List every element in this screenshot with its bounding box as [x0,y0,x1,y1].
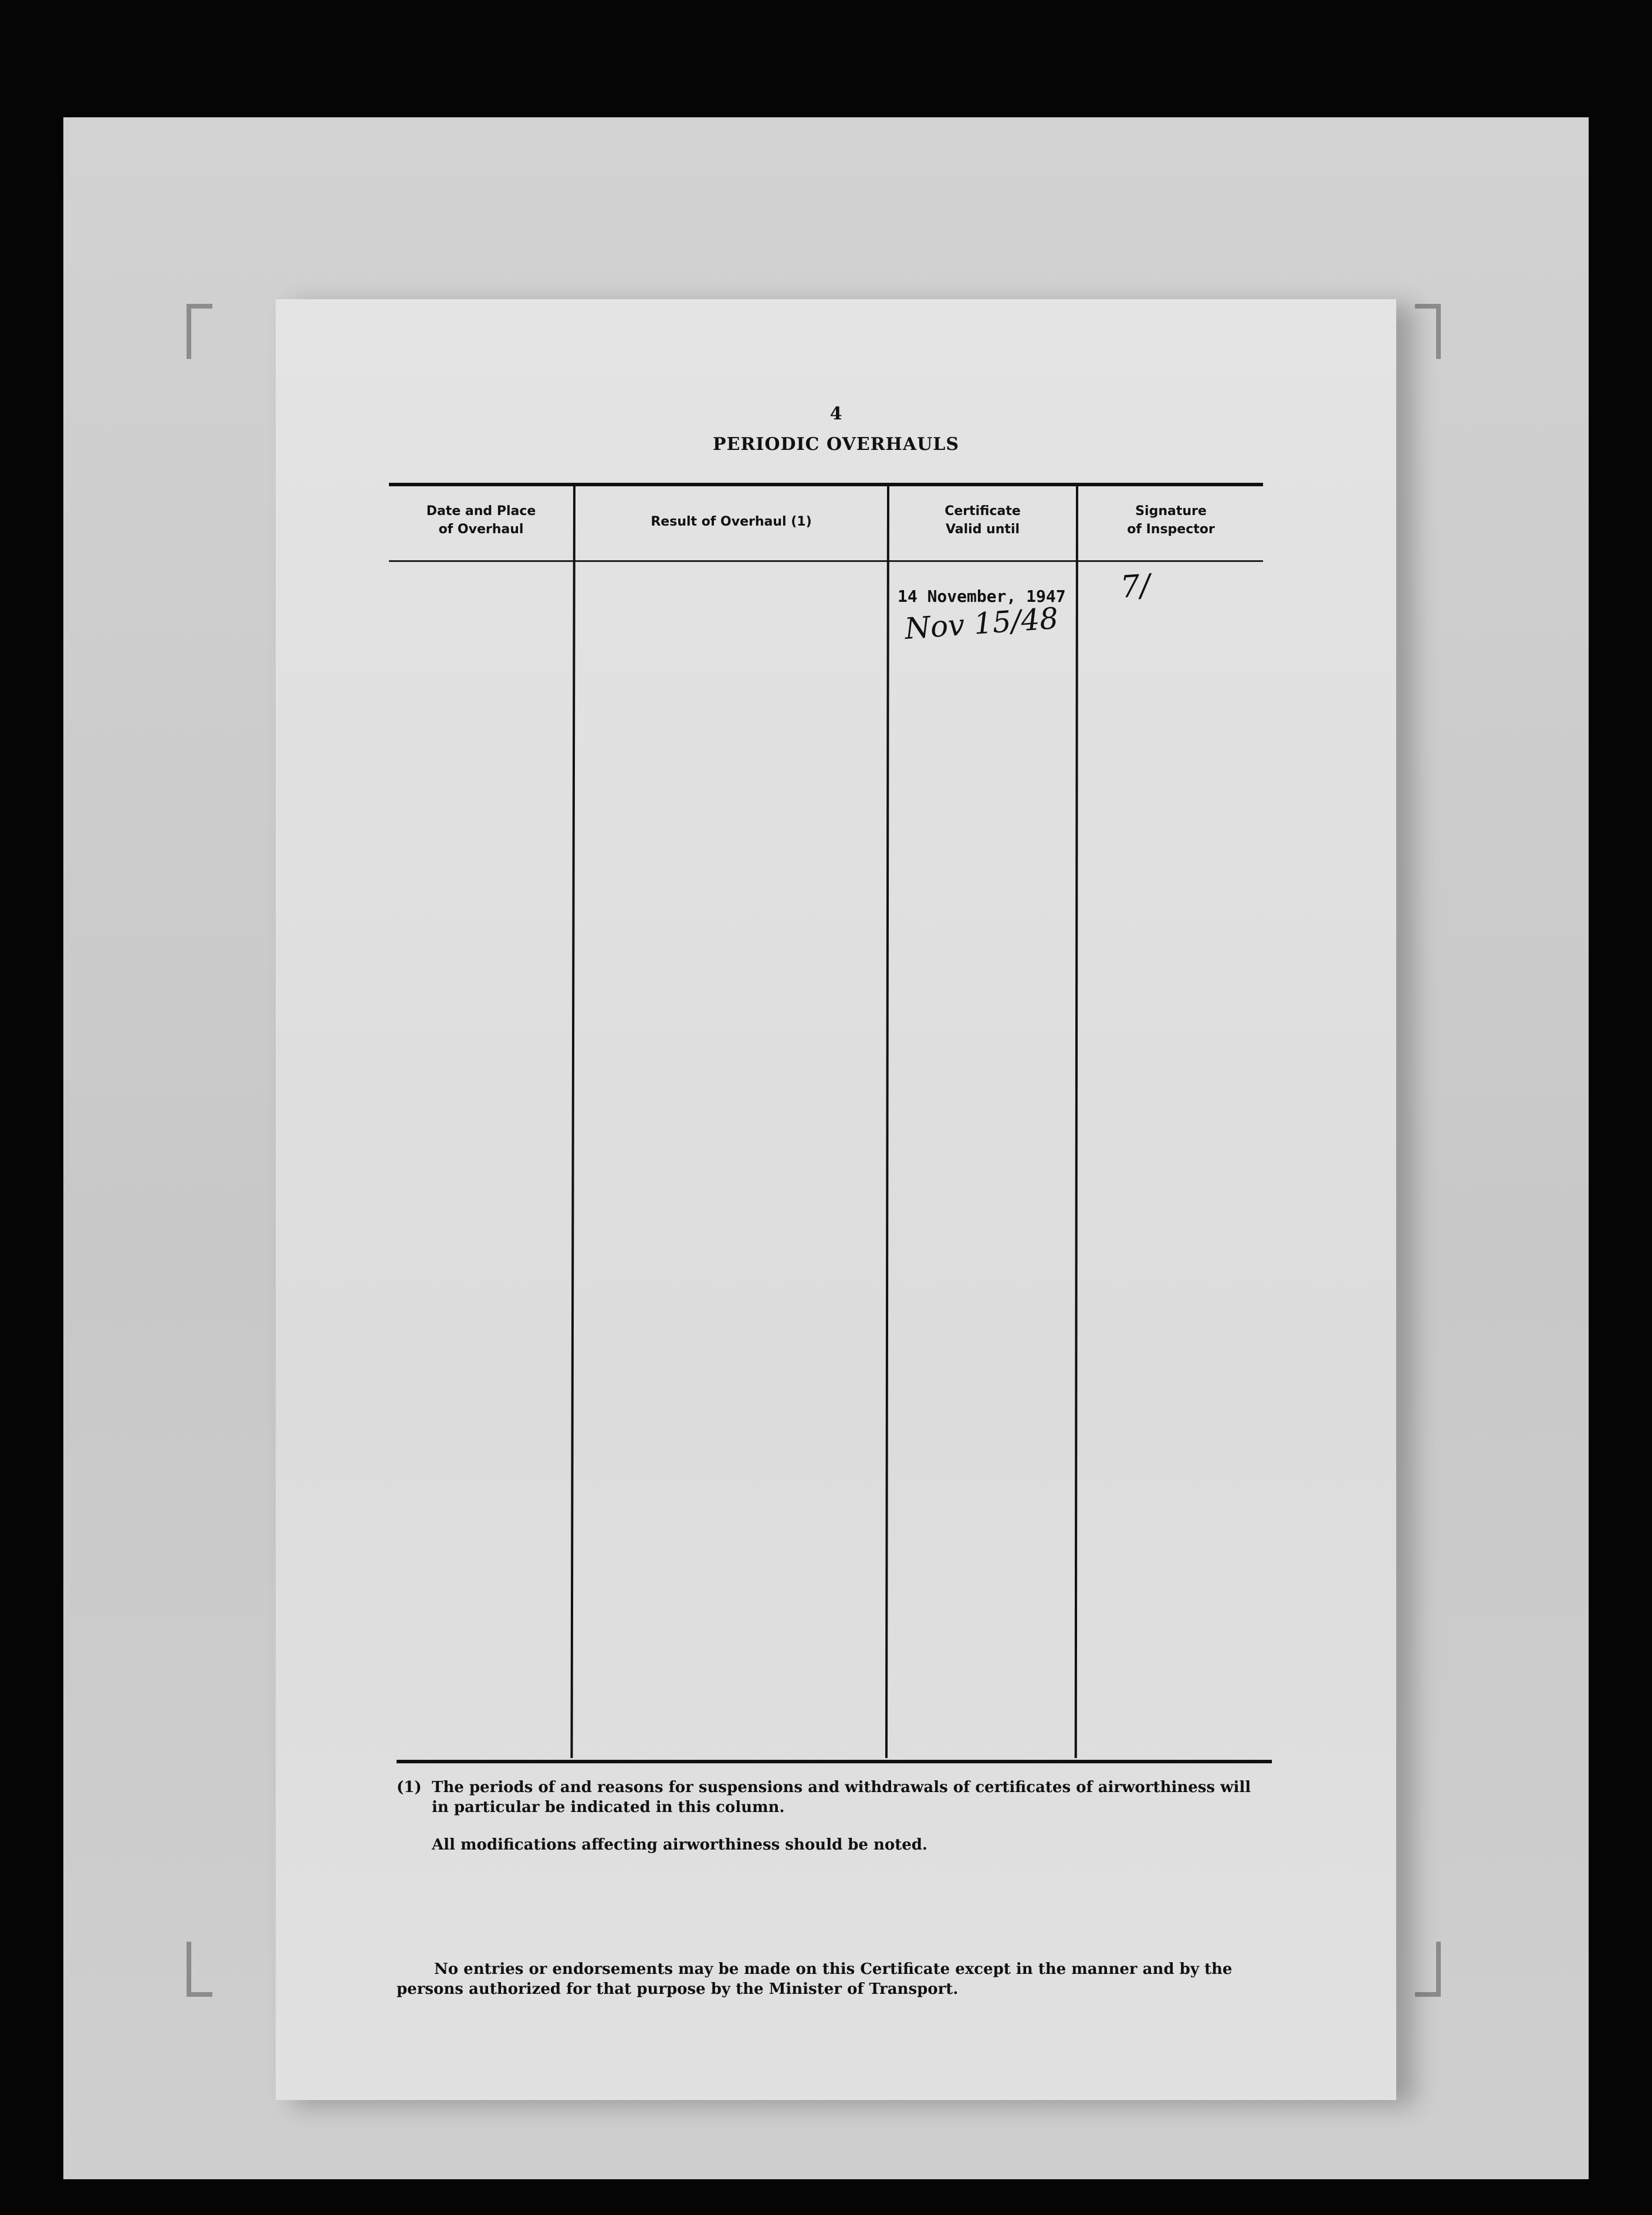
table-header-rule [389,560,1263,562]
footnote-modifications: All modifications affecting airworthiness should be noted. [432,1836,927,1854]
footnote-text: The periods of and reasons for suspensions and withdrawals of certificates of airworthiness will in particular be indicated in this column. [432,1779,1251,1816]
column-header-result: Result of Overhaul (1) [651,514,812,529]
column-divider-2 [885,486,889,1758]
page-title: PERIODIC OVERHAULS [712,434,960,455]
inspector-signature-initials: 7/ [1119,568,1152,605]
crop-mark-top-left [187,304,212,359]
closing-notice: No entries or endorsements may be made on this Certificate except in the manner and by the persons authorized for that purpose by the Minister of Transport. [397,1960,1233,1998]
certificate-valid-until-handwritten: Nov 15/48 [903,601,1059,646]
page-number: 4 [830,404,842,424]
crop-mark-top-right [1415,304,1441,359]
certificate-page [276,299,1396,2100]
column-header-date-place: Date and Place of Overhaul [426,504,536,537]
column-divider-1 [570,486,576,1758]
certificate-valid-until-typed: 14 November, 1947 [898,587,1066,606]
footnote-marker: (1) [397,1779,422,1796]
crop-mark-bottom-right [1415,1942,1441,1997]
table-top-rule [389,483,1263,486]
crop-mark-bottom-left [187,1942,212,1997]
column-header-certificate: Certificate Valid until [945,504,1021,537]
column-header-signature: Signature of Inspector [1127,504,1215,537]
footnote [397,1777,1271,1855]
column-divider-3 [1075,486,1078,1758]
table-bottom-rule [397,1760,1272,1763]
